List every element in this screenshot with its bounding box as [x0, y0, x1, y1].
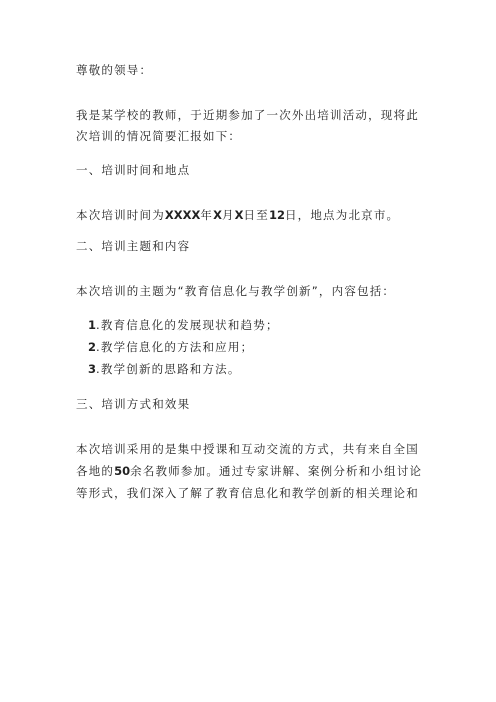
list-item [88, 317, 279, 333]
list-item [88, 361, 241, 377]
section3-line-2 [76, 463, 422, 479]
section1-text-c: 月 [221, 208, 235, 222]
section3-text-a: 各地的 [76, 464, 115, 478]
section1-heading: 一、培训时间和地点 [76, 163, 191, 177]
section3-count: 50 [114, 464, 131, 478]
list-item-text: .教育信息化的发展现状和趋势； [96, 318, 279, 332]
section1-text-b: 年 [200, 208, 214, 222]
section1-end-day: 12 [268, 208, 285, 222]
section3-heading: 三、培训方式和效果 [76, 397, 191, 411]
list-item-number: 2 [88, 340, 97, 354]
section2-body: 本次培训的主题为“教育信息化与教学创新”，内容包括： [76, 284, 396, 298]
section1-day: X [234, 208, 244, 222]
section1-text-a: 本次培训时间为 [76, 208, 165, 222]
salutation: 尊敬的领导： [76, 63, 153, 77]
intro-line-1: 我是某学校的教师，于近期参加了一次外出培训活动，现将此 [76, 108, 419, 122]
section1-year: XXXX [164, 208, 201, 222]
section3-text-b: 余名教师参加。通过专家讲解、案例分析和小组讨论 [130, 464, 423, 478]
list-item-text: .教学创新的思路和方法。 [96, 362, 241, 376]
list-item-text: .教学信息化的方法和应用； [96, 340, 254, 354]
list-item-number: 3 [88, 362, 97, 376]
intro-line-2: 次培训的情况简要汇报如下： [76, 129, 242, 143]
section3-line-3: 等形式，我们深入了解了教育信息化和教学创新的相关理论和 [76, 486, 419, 500]
section1-month: X [213, 208, 222, 222]
list-item-number: 1 [88, 318, 97, 332]
section1-text-e: 日，地点为北京市。 [284, 208, 400, 222]
section2-heading: 二、培训主题和内容 [76, 239, 191, 253]
section3-line-1: 本次培训采用的是集中授课和互动交流的方式，共有来自全国 [76, 442, 419, 456]
section1-text-d: 日至 [243, 208, 269, 222]
section1-body [76, 207, 399, 223]
list-item [88, 339, 253, 355]
